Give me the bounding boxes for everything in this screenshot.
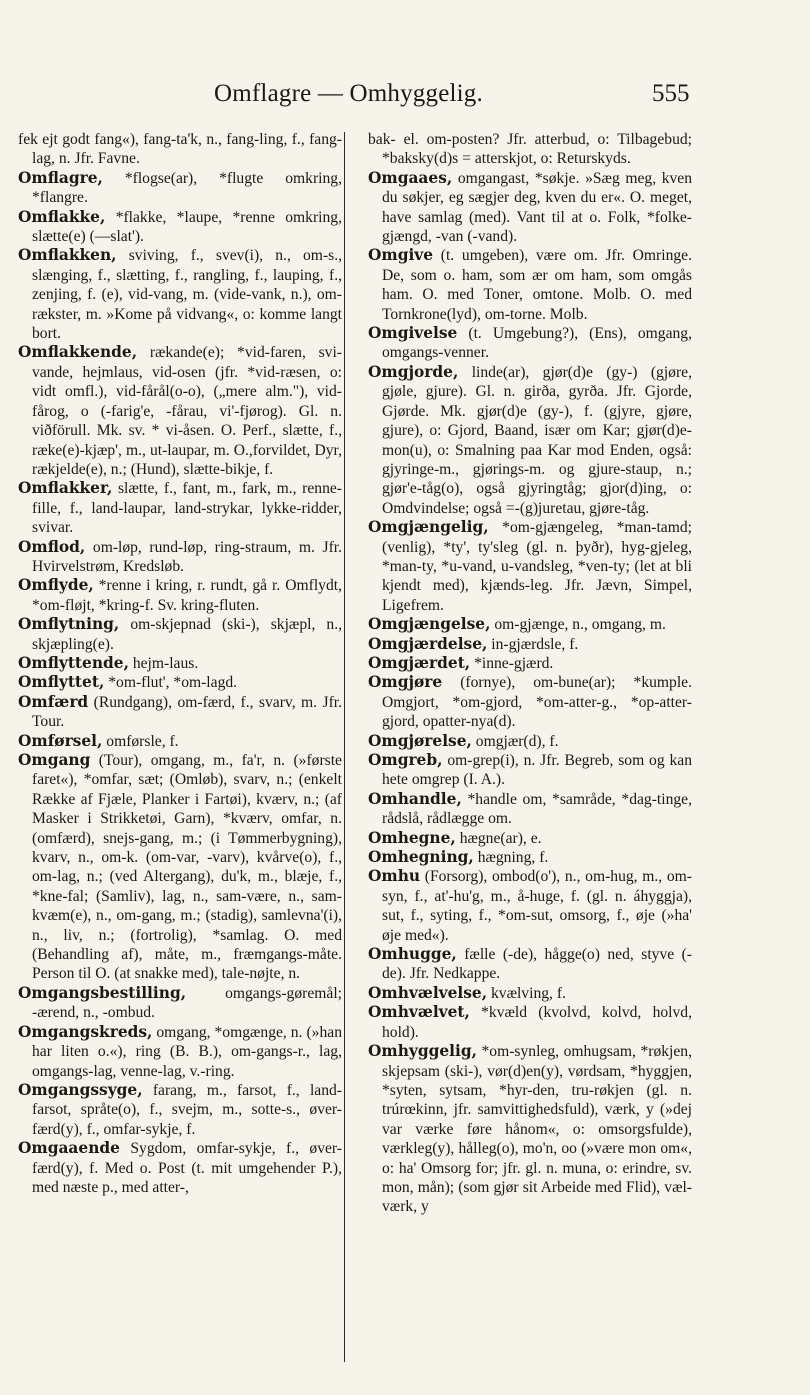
entry-headword: Omflyttet, — [18, 673, 105, 692]
dictionary-entry — [368, 790, 692, 829]
entry-definition: rækande(e); *vid-faren, svi-vande, hejmlaus, vid-osen (jfr. *vid-ræsen, o: vidt omfl.), vid-fårål(o-o), („mere alm."), vid-fårog, o (-farig'e, -fårau, vi'-fjørog). Gl. n. viðförull. Mk. sv. * vi-åsen. O. Perf., slætte, f., ræke(e)-kjæp', m., ut-laupar, m. O.,forvildet, Dyr, rækjelde(e), n.; (Hund), slætte-bikje, f. — [32, 344, 342, 478]
entry-headword: Omhu — [368, 867, 421, 886]
entry-definition: (Tour), omgang, m., fa'r, n. (»første faret«), *omfar, sæt; (Omløb), svarv, n.; (enkelt Række af Fjæle, Planker i Fartøi), kværv, n.; (af Masker i Strikketøi, Garn), *kværv, omfar, n. (omfærd), snejs-gang, m.; (i Tømmerbygning), kvarv, n., om-k. (om-var, -varv), kvårve(o), f., om-lag, n.; (ved Altergang), du'k, m., blæje, f., *kne-fal; (Samliv), lag, n., sam-være, n., sam-kvæm(e), n., om-gang, m.; (stadig), samlevna'(i), n., liv, n.; (fortrolig), *samlag. O. med (Behandling af), måte, m., fræmgangs-måte. Person til O. (at snakke med), tale-nøjte, n. — [32, 752, 342, 983]
entry-definition: (Rundgang), om-færd, f., svarv, m. Jfr. Tour. — [32, 693, 342, 731]
entry-definition: omgang, *omgænge, n. (»han har liten o.«), ring (B. B.), om-gangs-r., lag, omgangs-lag, venne-lag, v.-ring. — [32, 1023, 342, 1080]
dictionary-entry — [368, 867, 692, 945]
entry-headword: Omflyttende, — [18, 653, 129, 672]
entry-headword: Omflod, — [18, 537, 86, 556]
entry-headword: Omhvælvelse, — [368, 983, 488, 1002]
dictionary-entry — [368, 673, 692, 731]
dictionary-entry — [368, 654, 692, 673]
entry-definition: om-skjepnad (ski-), skjæpl, n., skjæpling(e). — [32, 616, 343, 653]
entry-headword: Omgaaes, — [368, 168, 453, 187]
entry-definition: kvælving, f. — [490, 984, 566, 1002]
entry-definition: Sygdom, omfar-sykje, f., øver-færd(y), f. Med o. Post (t. mit umgehender P.), med næste p., med atter-, — [32, 1140, 342, 1196]
entry-headword: Omgjærdet, — [368, 653, 471, 672]
entry-definition: omgjær(d), f. — [475, 732, 559, 750]
entry-headword: Omhugge, — [368, 945, 457, 964]
entry-headword: Omflakker, — [18, 479, 113, 498]
entry-definition: *flogse(ar), *flugte omkring, *flangre. — [32, 169, 342, 207]
dictionary-entry — [18, 1139, 342, 1197]
entry-definition: *om-gjængeleg, *man-tamd; (venlig), *ty', ty'sleg (gl. n. þyðr), hyg-gjeleg, *man-ty, *u-vand, u-vandsleg, *ven-ty; (let at bli kjendt med), kjænds-leg. Jfr. Jævn, Simpel, Ligefrem. — [382, 519, 692, 614]
entry-headword: Omflakkende, — [18, 343, 138, 362]
entry-definition: sviving, f., svev(i), n., om-s., slænging, f., slætting, f., rangling, f., lauping, f., zenjing, f. (e), vid-vang, m. (vide-vank, n.), om-rækster, m. »Kome på vidvang«, o: komme langt bort. — [32, 247, 342, 343]
page-header — [0, 80, 810, 120]
entry-headword: Omgjærdelse, — [368, 634, 488, 653]
dictionary-entry — [18, 538, 342, 577]
entry-headword: Omhandle, — [368, 789, 462, 808]
entry-headword: Omflagre, — [18, 168, 103, 187]
dictionary-entry — [368, 984, 692, 1003]
dictionary-entry — [368, 751, 692, 790]
dictionary-entry — [18, 479, 342, 537]
entry-headword: Omflakke, — [18, 207, 106, 226]
left-column — [18, 130, 342, 1197]
entry-headword: Omgjøre — [368, 673, 443, 692]
dictionary-entry — [368, 945, 692, 984]
entry-definition: (Forsorg), ombod(o'), n., om-hug, m., om-syn, f., at'-hu'g, m., å-huge, f. (gl. n. áhyggja), sut, f., syting, f., *om-sut, omsorg, f., øje (»ha' øje med«). — [382, 868, 692, 944]
entry-headword: Omgjorde, — [368, 362, 459, 381]
entry-definition: hægning, f. — [477, 849, 549, 867]
dictionary-entry — [18, 169, 342, 208]
dictionary-entry — [18, 984, 342, 1023]
entry-definition: *om-synleg, omhugsam, *røkjen, skjepsam (ski-), vør(d)en(y), vørdsam, *hyggjen, *syten, sytsam, *hyr-den, tru-røkjen (gl. n. trúrœkinn, jfr. samvittighedsfuld), værk, y (»dej var værke føre hånom«, o: omsorgsfulde), værkleg(y), hålleg(o), mo'n, oo (»være mon om«, o: ha' Omsorg for; jfr. gl. n. muna, o: erindre, sv. mon, mån); (som gjør sit Arbeide med Flid), væl-værk, y — [382, 1043, 692, 1216]
entry-definition: *inne-gjærd. — [474, 654, 554, 672]
dictionary-entry — [368, 635, 692, 654]
dictionary-entry — [18, 343, 342, 479]
entry-headword: Omflakken, — [18, 246, 117, 265]
entry-definition: fek ejt godt fang«), fang-ta'k, n., fang-ling, f., fang-lag, n. Jfr. Favne. — [18, 131, 342, 168]
page-number: 555 — [652, 80, 690, 107]
dictionary-entry — [368, 1042, 692, 1217]
dictionary-entry — [368, 130, 692, 169]
dictionary-entry — [368, 829, 692, 848]
dictionary-entry — [18, 673, 342, 692]
entry-headword: Omgjængelse, — [368, 615, 491, 634]
dictionary-entry — [368, 324, 692, 363]
dictionary-entry — [18, 246, 342, 343]
entry-headword: Omgaaende — [18, 1139, 120, 1158]
entry-definition: *flakke, *laupe, *renne omkring, slætte(e) (—slat'). — [32, 208, 342, 246]
entry-headword: Omhegne, — [368, 828, 456, 847]
running-head: Omflagre — Omhyggelig. — [214, 80, 483, 107]
entry-headword: Omgjørelse, — [368, 731, 472, 750]
dictionary-entry — [18, 654, 342, 673]
column-divider — [344, 132, 345, 1362]
entry-definition: fælle (-de), hågge(o) ned, styve (-de). Jfr. Nedkappe. — [382, 946, 693, 983]
entry-definition: farang, m., farsot, f., land-farsot, språte(o), f., svejm, m., sotte-s., øver-færd(y), f., omfar-sykje, f. — [32, 1081, 342, 1138]
dictionary-entry — [368, 848, 692, 867]
entry-definition: bak- el. om-posten? Jfr. atterbud, o: Tilbagebud; *baksky(d)s = atterskjot, o: Returskyds. — [368, 131, 692, 168]
entry-definition: *renne i kring, r. rundt, gå r. Omflydt, *om-fløjt, *kring-f. Sv. kring-fluten. — [32, 577, 342, 614]
dictionary-entry — [18, 693, 342, 732]
entry-headword: Omgangsbestilling, — [18, 983, 187, 1002]
entry-definition: *kvæld (kvolvd, kolvd, holvd, hold). — [382, 1004, 692, 1041]
entry-definition: (t. umgeben), være om. Jfr. Omringe. De, som o. ham, som ær om ham, som omgås ham. O. med Toner, omtone. Molb. O. med Tornkrone(lyd), om-torne. Molb. — [382, 247, 692, 323]
dictionary-entry — [18, 130, 342, 169]
dictionary-entry — [368, 1003, 692, 1042]
entry-definition: *handle om, *samråde, *dag-tinge, rådslå, rådlægge om. — [382, 790, 692, 828]
entry-headword: Omflyde, — [18, 576, 94, 595]
entry-headword: Omgive — [368, 246, 434, 265]
dictionary-entry — [18, 751, 342, 984]
dictionary-entry — [368, 732, 692, 751]
entry-definition: om-løp, rund-løp, ring-straum, m. Jfr. Hvirvelstrøm, Kredsløb. — [32, 538, 343, 575]
entry-definition: (t. Umgebung?), (Ens), omgang, omgangs-venner. — [382, 325, 692, 362]
dictionary-entry — [368, 363, 692, 518]
entry-definition: hejm-laus. — [132, 654, 199, 672]
dictionary-entry — [18, 1023, 342, 1081]
entry-definition: in-gjærdsle, f. — [491, 635, 579, 653]
entry-headword: Omgang — [18, 751, 91, 769]
entry-definition: hægne(ar), e. — [459, 829, 542, 847]
entry-headword: Omgivelse — [368, 324, 458, 343]
entry-definition: slætte, f., fant, m., fark, m., renne-fille, f., land-laupar, land-strykar, lykke-ridder, svivar. — [32, 480, 342, 537]
entry-headword: Omhvælvet, — [368, 1003, 470, 1022]
entry-headword: Omfærd — [18, 692, 89, 711]
entry-definition: om-grep(i), n. Jfr. Begreb, som og kan hete omgrep (I. A.). — [382, 752, 692, 789]
entry-headword: Omførsel, — [18, 731, 103, 750]
entry-definition: omførsle, f. — [106, 732, 179, 750]
dictionary-entry — [368, 518, 692, 615]
entry-headword: Omhyggelig, — [368, 1042, 477, 1061]
dictionary-entry — [18, 615, 342, 654]
right-column — [368, 130, 692, 1217]
entry-headword: Omgangssyge, — [18, 1080, 143, 1099]
entry-definition: (fornye), om-bune(ar); *kumple. Omgjort, *om-gjord, *om-atter-g., *op-atter-gjord, opatter-nya(d). — [382, 674, 692, 731]
dictionary-entry — [18, 208, 342, 247]
entry-headword: Omgangskreds, — [18, 1022, 153, 1041]
dictionary-entry — [18, 576, 342, 615]
dictionary-entry — [368, 169, 692, 247]
entry-definition: omgangs-gøremål; -ærend, n., -ombud. — [32, 984, 342, 1022]
entry-headword: Omhegning, — [368, 848, 474, 867]
dictionary-entry — [368, 615, 692, 634]
entry-definition: linde(ar), gjør(d)e (gy-) (gjøre, gjøle, gjure). Gl. n. girða, gyrða. Jfr. Gjorde, Gjørde. Mk. gjør(d)e (gy-), f. (gjyre, gjøre, gjure), o: Gjord, Baand, især om Kar; gjør(d)e-mon(u), o: Smalning paa Kar mod Enden, også: gjyringe-m., gjørings-m. og gjure-staup, n.; gjør'e-tåg(o), også gjyringtåg; gjor(d)ing, o: Omdvindelse; også =-(g)juretau, gjøre-tåg. — [382, 363, 692, 517]
entry-definition: om-gjænge, n., omgang, m. — [494, 616, 666, 634]
dictionary-entry — [18, 1081, 342, 1139]
entry-headword: Omflytning, — [18, 615, 120, 634]
dictionary-entry — [18, 732, 342, 751]
entry-headword: Omgreb, — [368, 751, 443, 769]
entry-definition: *om-flut', *om-lagd. — [108, 674, 238, 692]
dictionary-entry — [368, 246, 692, 324]
entry-definition: omgangast, *søkje. »Sæg meg, kven du søkjer, eg sægjer deg, kven du er«. O. meget, have samlag (med). Vant til at o. Folk, *folke-gjængd, -van (-vand). — [382, 169, 693, 246]
entry-headword: Omgjængelig, — [368, 518, 489, 537]
